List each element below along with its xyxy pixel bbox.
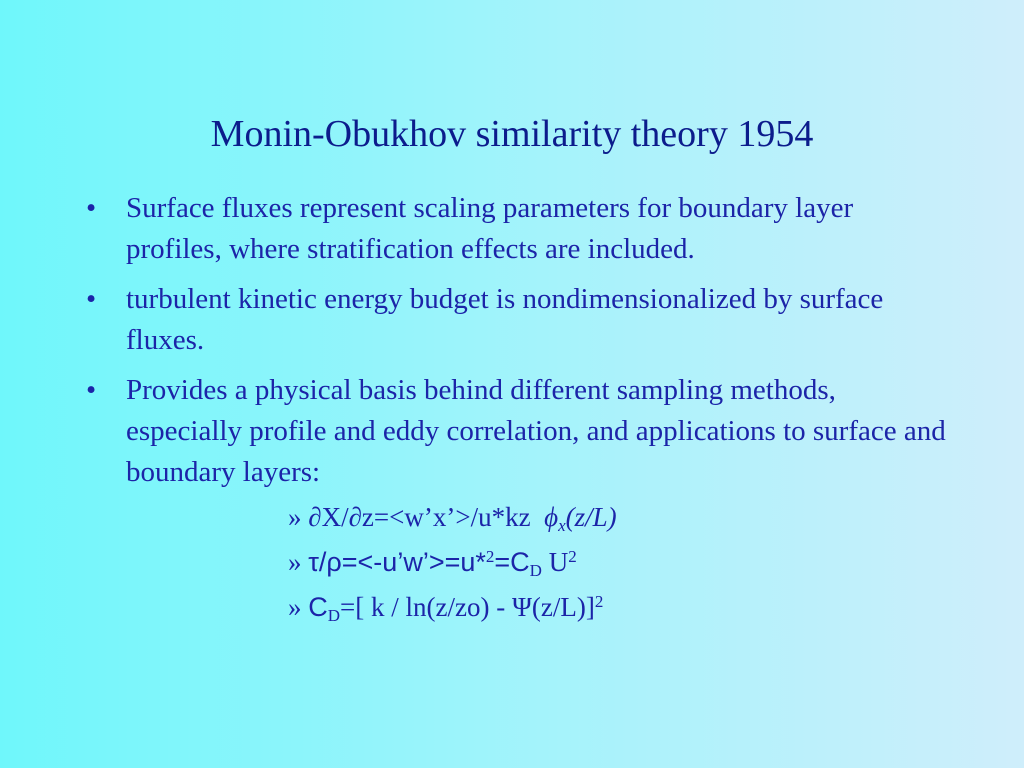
equation-drag-c: C	[308, 592, 328, 622]
bullet-item	[86, 279, 946, 361]
equation-stress-subscript: D	[529, 561, 542, 580]
bullet-list	[86, 188, 946, 502]
bullet-text: Provides a physical basis behind different sampling methods, especially profile and eddy correlation, and applications to surface and boundary layers:	[126, 374, 946, 488]
bullet-text: turbulent kinetic energy budget is nondimensionalized by surface fluxes.	[126, 283, 884, 356]
equation-stress-u: U	[541, 547, 569, 577]
bullet-marker: •	[86, 192, 97, 224]
bullet-marker: •	[86, 283, 97, 315]
sub-marker: »	[288, 592, 302, 622]
bullet-item	[86, 188, 946, 270]
equation-list	[288, 500, 617, 635]
sub-marker: »	[288, 547, 302, 577]
equation-drag-exponent: 2	[594, 592, 604, 611]
equation-phi: ϕ	[544, 502, 559, 532]
bullet-item	[86, 370, 946, 493]
equation-stress-exponent: 2	[485, 547, 495, 566]
equation-stress	[288, 545, 617, 579]
bullet-text: Surface fluxes represent scaling parameters for boundary layer profiles, where stratification effects are included.	[126, 192, 854, 265]
equation-stress-u-exponent: 2	[568, 547, 577, 566]
slide-title: Monin-Obukhov similarity theory 1954	[210, 113, 814, 155]
equation-drag	[288, 590, 617, 624]
equation-drag-rest: =[ k / ln(z/zo) - Ψ(z/L)]	[340, 592, 595, 622]
equation-phi-argument: (z/L)	[565, 502, 617, 532]
equation-stress-mid: =C	[494, 547, 530, 577]
bullet-marker: •	[86, 374, 97, 406]
equation-phi-subscript: x	[558, 516, 566, 535]
equation-gradient	[288, 500, 617, 534]
equation-stress-lhs: τ/ρ=<-u’w’>=u*	[308, 547, 486, 577]
equation-drag-subscript: D	[327, 606, 341, 625]
equation-main: ∂X/∂z=<w’x’>/u*kz	[308, 502, 531, 532]
sub-marker: »	[288, 502, 302, 532]
